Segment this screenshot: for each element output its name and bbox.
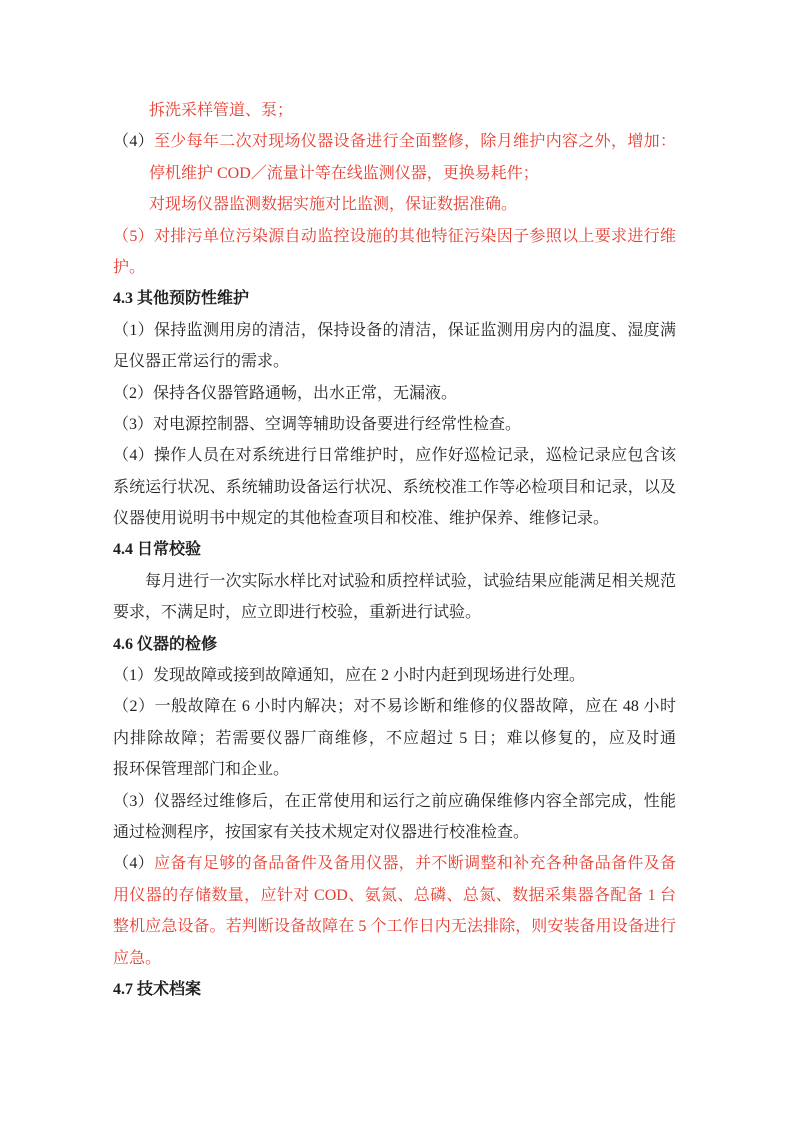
text-run: 系统运行状况、系统辅助设备运行状况、系统校准工作等必检项目和记录，以及 xyxy=(113,478,676,496)
text-line xyxy=(113,943,676,974)
text-run: 整机应急设备。若判断设备故障在 5 个工作日内无法排除，则安装备用设备进行 xyxy=(113,918,676,936)
text-line xyxy=(113,440,676,471)
document-body xyxy=(113,95,676,1005)
text-run: （2）保持各仪器管路通畅，出水正常，无漏液。 xyxy=(113,384,458,402)
text-run: 每月进行一次实际水样比对试验和质控样试验，试验结果应能满足相关规范 xyxy=(145,572,676,590)
text-run: （4）操作人员在对系统进行日常维护时，应作好巡检记录，巡检记录应包含该 xyxy=(113,447,676,465)
text-run: 至少每年二次对现场仪器设备进行全面整修，除月维护内容之外，增加： xyxy=(153,133,676,151)
text-run: （4） xyxy=(113,133,154,151)
text-line xyxy=(113,566,676,597)
text-run: （5）对排污单位污染源自动监控设施的其他特征污染因子参照以上要求进行维 xyxy=(113,227,676,245)
text-run: 4.6 仪器的检修 xyxy=(113,635,218,653)
text-run: 通过检测程序，按国家有关技术规定对仪器进行校准检查。 xyxy=(113,823,530,841)
text-line xyxy=(113,754,676,785)
section-heading xyxy=(113,534,676,565)
text-line xyxy=(113,472,676,503)
text-run: （3）仪器经过维修后，在正常使用和运行之前应确保维修内容全部完成，性能 xyxy=(113,792,676,810)
text-line xyxy=(113,880,676,911)
text-line xyxy=(113,660,676,691)
text-run: （2）一般故障在 6 小时内解决；对不易诊断和维修的仪器故障，应在 48 小时 xyxy=(113,698,676,716)
text-line xyxy=(113,911,676,942)
text-line xyxy=(113,378,676,409)
text-line xyxy=(113,691,676,722)
text-run: 报环保管理部门和企业。 xyxy=(113,761,290,779)
text-run: 要求，不满足时，应立即进行校验，重新进行试验。 xyxy=(113,604,482,622)
text-line xyxy=(113,409,676,440)
text-run: 4.4 日常校验 xyxy=(113,541,202,559)
text-run: 足仪器正常运行的需求。 xyxy=(113,353,290,371)
text-run: （1）发现故障或接到故障通知，应在 2 小时内赶到现场进行处理。 xyxy=(113,667,586,685)
text-line xyxy=(113,786,676,817)
text-run: 4.7 技术档案 xyxy=(113,980,202,998)
text-line xyxy=(113,189,676,220)
text-line xyxy=(113,346,676,377)
text-run: 护。 xyxy=(113,258,146,276)
text-run: 内排除故障；若需要仪器厂商维修，不应超过 5 日；难以修复的，应及时通 xyxy=(113,729,676,747)
text-run: （1）保持监测用房的清洁，保持设备的清洁，保证监测用房内的温度、湿度满 xyxy=(113,321,676,339)
text-line xyxy=(113,126,676,157)
text-line xyxy=(113,221,676,252)
text-line xyxy=(113,723,676,754)
text-run: 用仪器的存储数量，应针对 COD、氨氮、总磷、总氮、数据采集器各配备 1 台 xyxy=(113,886,676,904)
text-run: 停机维护 COD／流量计等在线监测仪器，更换易耗件； xyxy=(149,164,539,182)
text-run: 拆洗采样管道、泵； xyxy=(149,102,294,119)
text-run: 对现场仪器监测数据实施对比监测，保证数据准确。 xyxy=(149,196,518,214)
text-line xyxy=(113,252,676,283)
section-heading xyxy=(113,283,676,314)
text-line xyxy=(113,158,676,189)
text-line xyxy=(113,95,676,126)
text-run: 仪器使用说明书中规定的其他检查项目和校准、维护保养、维修记录。 xyxy=(113,510,610,528)
text-line xyxy=(113,315,676,346)
text-line xyxy=(113,503,676,534)
text-run: 应备有足够的备品备件及备用仪器，并不断调整和补充各种备品备件及备 xyxy=(153,855,676,873)
text-line xyxy=(113,848,676,879)
text-line xyxy=(113,817,676,848)
text-run: 应急。 xyxy=(113,949,162,967)
section-heading xyxy=(113,974,676,1005)
section-heading xyxy=(113,629,676,660)
text-run: 4.3 其他预防性维护 xyxy=(113,290,250,308)
text-line xyxy=(113,597,676,628)
text-run: （3）对电源控制器、空调等辅助设备要进行经常性检查。 xyxy=(113,415,522,433)
text-run: （4） xyxy=(113,855,154,873)
